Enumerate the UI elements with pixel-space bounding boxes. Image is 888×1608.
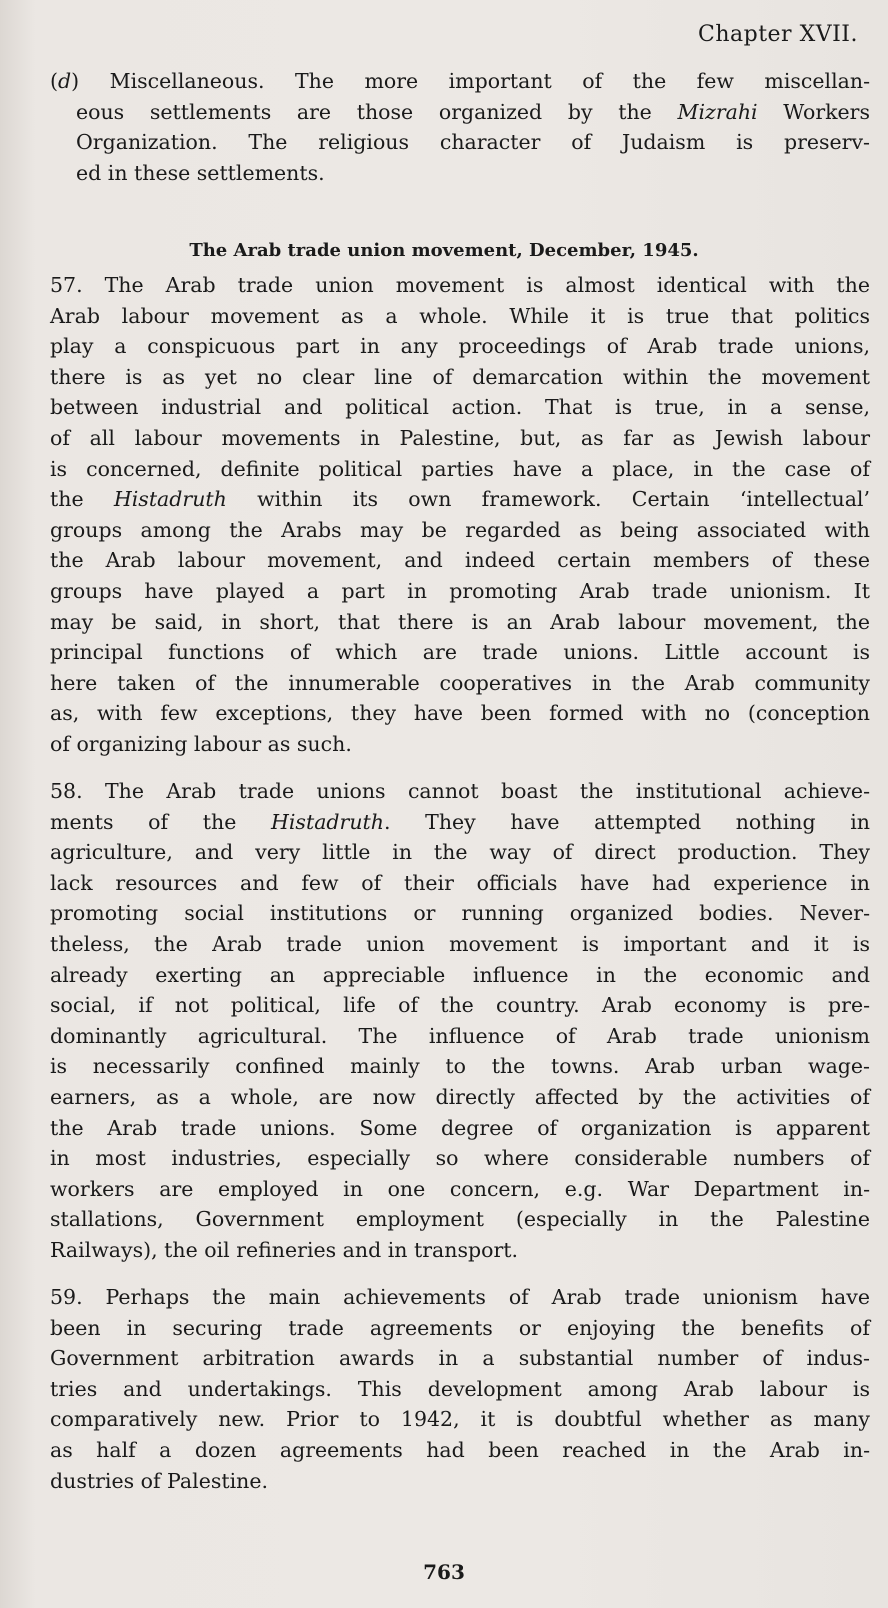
paragraph-59: [50, 1282, 870, 1496]
text-line: may be said, in short, that there is an Arab labour movement, the: [50, 609, 870, 634]
text-line: in most industries, especially so where considerable numbers of: [50, 1146, 870, 1171]
text-line: between industrial and political action. That is true, in a sense,: [50, 395, 870, 420]
text-line: is concerned, definite political parties have a place, in the case of: [50, 456, 870, 481]
chapter-header: Chapter XVII.: [698, 22, 858, 47]
text-line: 58. The Arab trade unions cannot boast the institutional achieve-: [50, 779, 870, 803]
text-line: workers are employed in one concern, e.g. War Department in-: [50, 1176, 870, 1201]
text-line: ed in these settlements.: [76, 160, 325, 185]
text-line: theless, the Arab trade union movement is important and it is: [50, 931, 870, 956]
text-line: here taken of the innumerable cooperatives in the Arab community: [50, 670, 870, 695]
text-line: Railways), the oil refineries and in transport.: [50, 1237, 519, 1262]
text-line: 57. The Arab trade union movement is almost identical with the: [50, 273, 870, 297]
text-line: stallations, Government employment (especially in the Palestine: [50, 1207, 870, 1232]
text-line: social, if not political, life of the country. Arab economy is pre-: [50, 993, 870, 1018]
page-number: 763: [423, 1560, 465, 1584]
paragraph-57: [50, 270, 870, 760]
text-line: the Histadruth within its own framework. Certain ‘intellectual’: [50, 487, 870, 512]
text-line: as, with few exceptions, they have been formed with no (conception: [50, 701, 870, 726]
text-line: groups have played a part in promoting Arab trade unionism. It: [50, 578, 870, 603]
text-line: been in securing trade agreements or enjoying the benefits of: [50, 1315, 870, 1340]
text-line: is necessarily confined mainly to the towns. Arab urban wage-: [50, 1054, 870, 1079]
text-line: earners, as a whole, are now directly affected by the activities of: [50, 1084, 870, 1109]
text-line: eous settlements are those organized by the Mizrahi Workers: [76, 99, 870, 124]
text-line: of organizing labour as such.: [50, 731, 352, 756]
text-line: the Arab labour movement, and indeed certain members of these: [50, 548, 870, 573]
text-line: the Arab trade unions. Some degree of organization is apparent: [50, 1115, 870, 1140]
text-line: play a conspicuous part in any proceedings of Arab trade unions,: [50, 334, 870, 359]
text-line: (d) Miscellaneous. The more important of the few miscellan-: [50, 69, 870, 93]
paragraph-58: [50, 776, 870, 1266]
section-d-miscellaneous: [50, 66, 870, 188]
text-line: lack resources and few of their officials have had experience in: [50, 870, 870, 895]
text-line: Government arbitration awards in a substantial number of indus-: [50, 1346, 870, 1371]
text-line: of all labour movements in Palestine, but, as far as Jewish labour: [50, 425, 870, 450]
text-line: dustries of Palestine.: [50, 1468, 269, 1493]
text-line: Arab labour movement as a whole. While it is true that politics: [50, 303, 870, 328]
text-line: as half a dozen agreements had been reached in the Arab in-: [50, 1437, 870, 1462]
text-line: tries and undertakings. This development among Arab labour is: [50, 1376, 870, 1401]
text-line: agriculture, and very little in the way of direct production. They: [50, 840, 870, 865]
text-line: dominantly agricultural. The influence of Arab trade unionism: [50, 1023, 870, 1048]
text-line: comparatively new. Prior to 1942, it is doubtful whether as many: [50, 1407, 870, 1432]
text-line: principal functions of which are trade unions. Little account is: [50, 640, 870, 665]
text-line: groups among the Arabs may be regarded as being associated with: [50, 517, 870, 542]
text-line: Organization. The religious character of Judaism is preserv-: [76, 130, 870, 155]
text-line: there is as yet no clear line of demarcation within the movement: [50, 364, 870, 389]
text-line: ments of the Histadruth. They have attempted nothing in: [50, 809, 870, 834]
section-heading: The Arab trade union movement, December, 1945.: [189, 240, 699, 261]
text-line: already exerting an appreciable influence in the economic and: [50, 962, 870, 987]
text-line: 59. Perhaps the main achievements of Arab trade unionism have: [50, 1285, 870, 1309]
text-line: promoting social institutions or running organized bodies. Never-: [50, 901, 870, 926]
